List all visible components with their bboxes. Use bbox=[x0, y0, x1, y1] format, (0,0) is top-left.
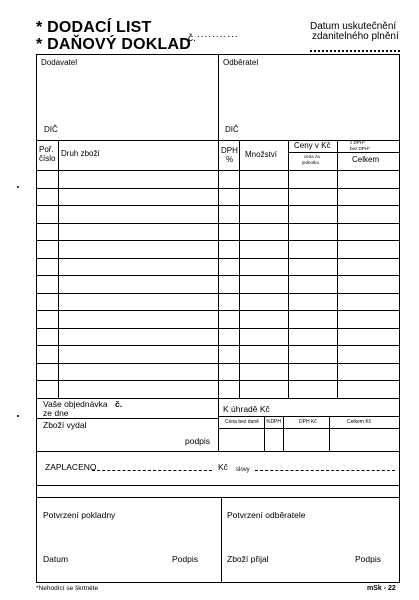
doc-number-label: č. bbox=[188, 33, 196, 44]
parties-divider bbox=[218, 54, 219, 140]
customer-signature-label: Podpis bbox=[355, 554, 381, 564]
customer-label: Odběratel bbox=[223, 58, 259, 67]
confirm-top-line bbox=[36, 497, 400, 498]
col-vat-label: DPH bbox=[221, 146, 238, 155]
supplier-dic-label: DIČ bbox=[44, 125, 58, 134]
payment-col4-label: Celkem Kč bbox=[347, 419, 372, 425]
table-row bbox=[36, 345, 400, 346]
col-unit-price-label: jednotku bbox=[302, 160, 320, 165]
received-label: Zboží přijal bbox=[227, 554, 269, 564]
table-row bbox=[36, 328, 400, 329]
col-num-label: číslo bbox=[39, 154, 56, 163]
paid-currency-label: Kč bbox=[218, 462, 228, 472]
table-row bbox=[36, 258, 400, 259]
doc-title-line1: * DODACÍ LIST bbox=[36, 19, 152, 36]
date-label-line1: Datum uskutečnění bbox=[310, 21, 397, 32]
table-row bbox=[36, 240, 400, 241]
payment-title: K úhradě Kč bbox=[223, 404, 270, 414]
goods-issued-label: Zboží vydal bbox=[43, 420, 87, 430]
customer-dic-label: DIČ bbox=[225, 125, 239, 134]
col-qty-label: Množství bbox=[245, 150, 278, 159]
col-total-label: Celkem bbox=[352, 155, 380, 164]
doc-title-line2: * DAŇOVÝ DOKLAD bbox=[36, 36, 192, 53]
table-row bbox=[36, 293, 400, 294]
cashier-confirm-field[interactable] bbox=[40, 522, 216, 550]
payment-col-line bbox=[283, 416, 284, 451]
customer-confirm-field[interactable] bbox=[225, 522, 396, 550]
table-row bbox=[36, 275, 400, 276]
col-prices-note: z DPH* bbox=[350, 140, 365, 145]
table-row bbox=[36, 170, 400, 171]
paid-label: ZAPLACENO bbox=[45, 462, 97, 472]
payment-col-line bbox=[264, 416, 265, 451]
table-row bbox=[36, 380, 400, 381]
col-prices-note: bez DPH* bbox=[350, 146, 370, 151]
payment-col2-label: %DPH bbox=[266, 419, 282, 425]
payment-col-line bbox=[329, 416, 330, 451]
prices-sub-line bbox=[288, 152, 400, 153]
col-goods-label: Druh zboží bbox=[61, 149, 100, 158]
paid-top-line bbox=[36, 451, 400, 452]
table-row bbox=[36, 188, 400, 189]
table-row bbox=[36, 223, 400, 224]
cashier-confirm-label: Potvrzení pokladny bbox=[43, 510, 116, 520]
col-num-label: Poř. bbox=[39, 145, 54, 154]
customer-field[interactable] bbox=[222, 70, 396, 124]
paid-words-label: slovy bbox=[236, 467, 250, 473]
margin-dot bbox=[17, 415, 19, 417]
payment-sep-line bbox=[218, 416, 400, 417]
order-date-label: ze dne bbox=[43, 408, 69, 418]
col-vat-label: % bbox=[226, 155, 234, 164]
payment-col1-label: Cena bez daně bbox=[225, 419, 259, 425]
cashier-date-label: Datum bbox=[43, 554, 69, 564]
col-prices-label: Ceny v Kč bbox=[294, 141, 331, 150]
order-label: Vaše objednávka bbox=[43, 399, 108, 409]
footer-note: *Nehodící se škrtněte bbox=[36, 585, 99, 592]
margin-dot bbox=[17, 186, 19, 188]
customer-confirm-label: Potvrzení odběratele bbox=[227, 510, 306, 520]
cashier-signature-label: Podpis bbox=[172, 554, 198, 564]
payment-col3-label: DPH Kč bbox=[299, 419, 317, 425]
table-row bbox=[36, 205, 400, 206]
footer-code: mSk - 22 bbox=[367, 585, 396, 592]
confirm-top-line bbox=[36, 485, 400, 486]
table-body[interactable] bbox=[36, 170, 400, 398]
order-divider bbox=[218, 398, 219, 451]
supplier-field[interactable] bbox=[40, 70, 214, 124]
table-row bbox=[36, 363, 400, 364]
col-unit-price-label: cena za bbox=[304, 154, 320, 159]
table-row bbox=[36, 310, 400, 311]
paid-amount-line[interactable] bbox=[92, 470, 212, 471]
confirm-divider bbox=[221, 497, 222, 583]
supplier-label: Dodavatel bbox=[41, 58, 78, 67]
order-sep-line bbox=[36, 418, 218, 419]
date-label-line2: zdanitelného plnění bbox=[312, 31, 399, 42]
order-number-label: č. bbox=[115, 399, 123, 409]
goods-issued-signature-label: podpis bbox=[185, 436, 211, 446]
doc-number-value[interactable]: ........... bbox=[197, 29, 239, 40]
paid-words-line[interactable] bbox=[255, 470, 395, 471]
date-field-line[interactable] bbox=[310, 50, 400, 52]
payment-sep-line bbox=[218, 428, 400, 429]
